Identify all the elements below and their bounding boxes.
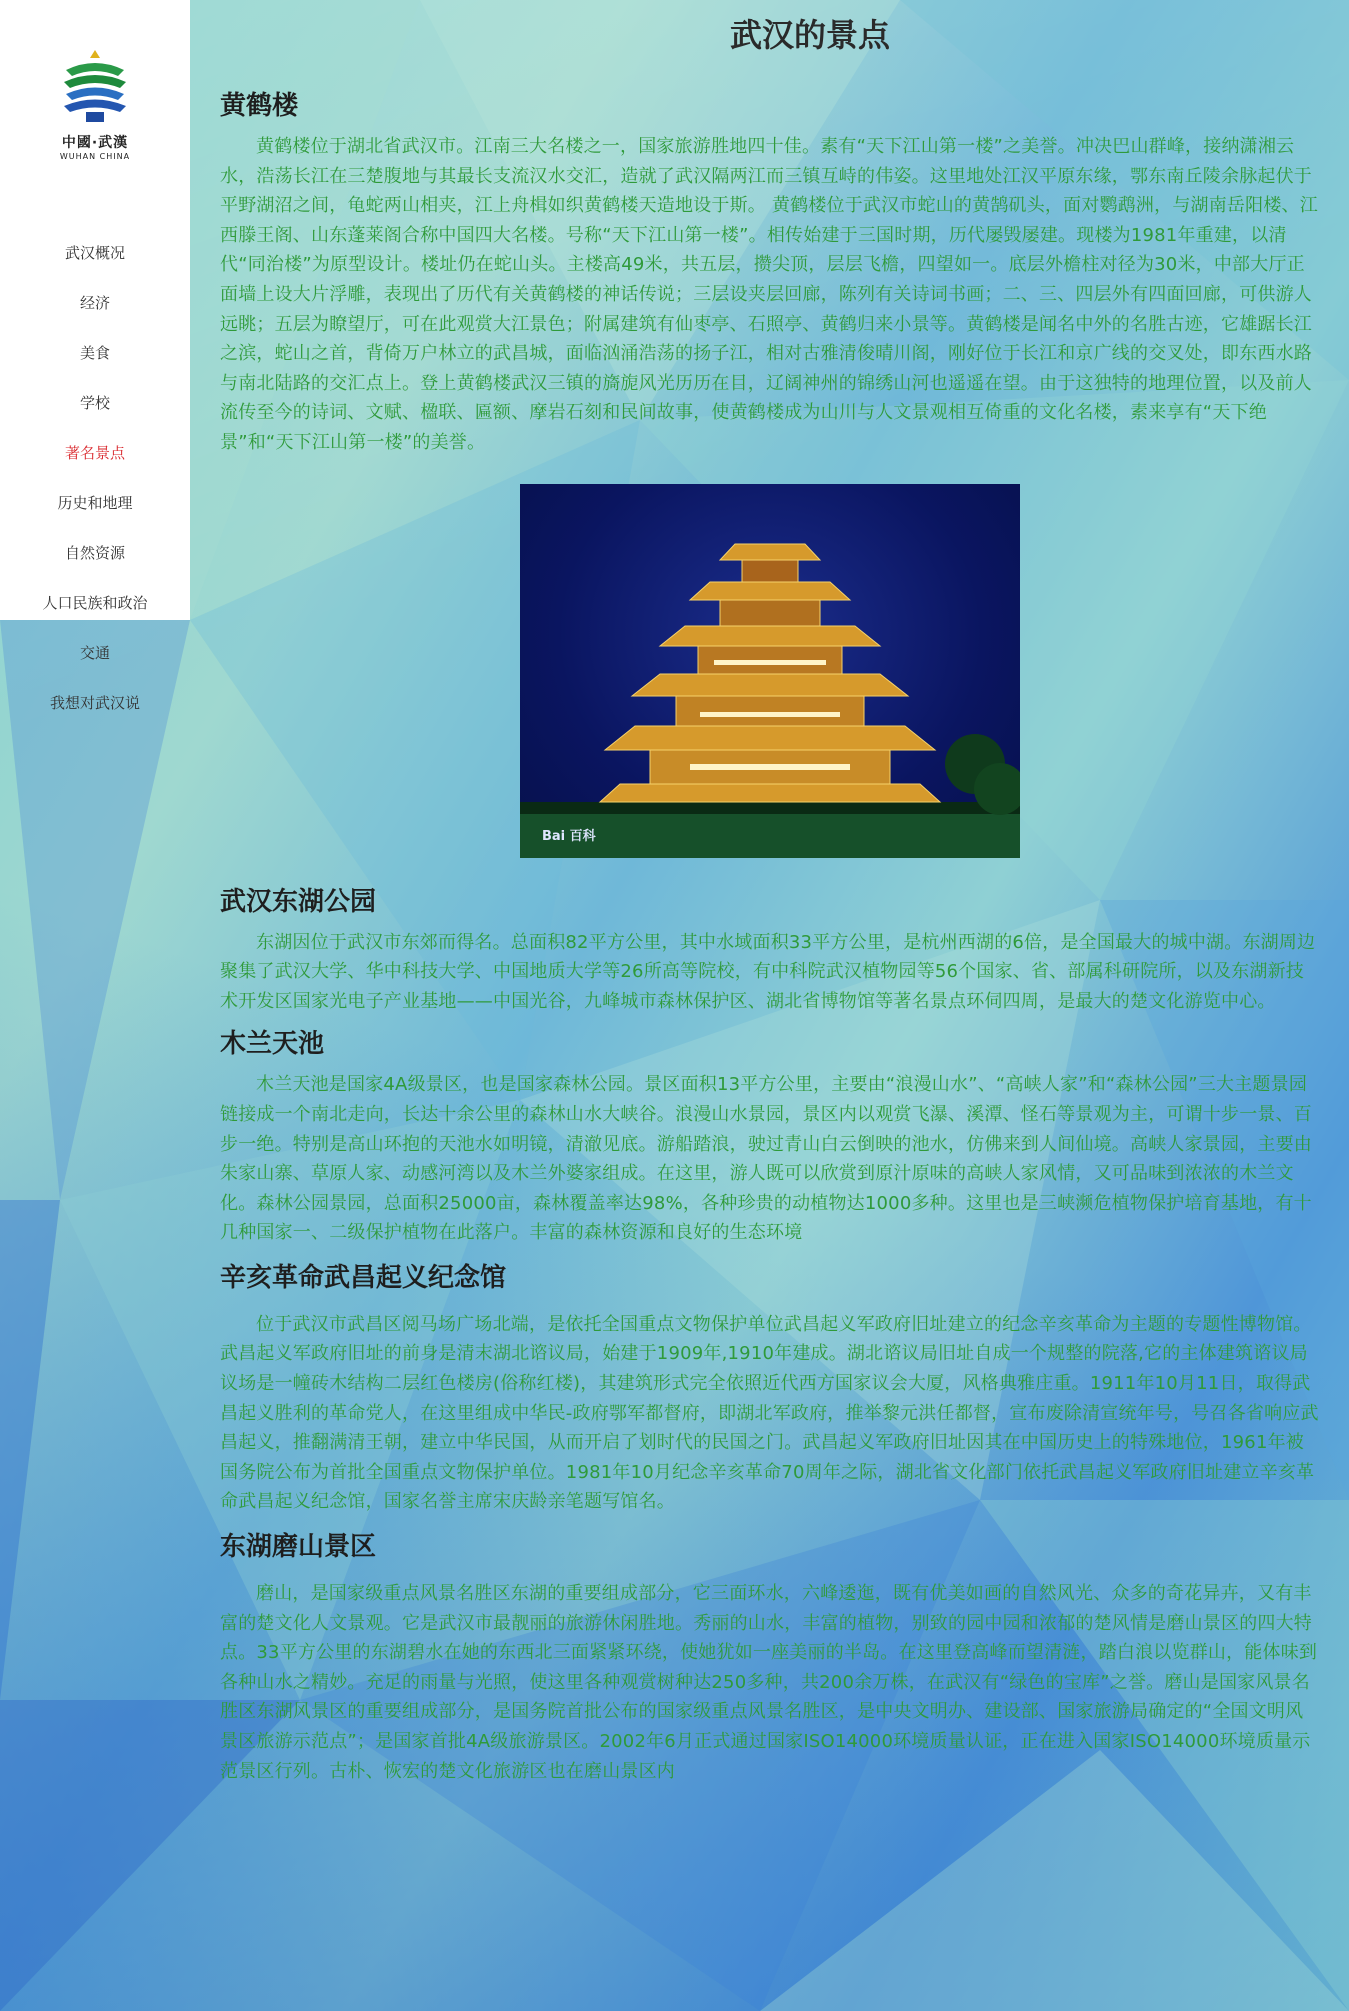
photo-watermark: Bai 百科 bbox=[542, 828, 596, 844]
photo-frame bbox=[520, 484, 1020, 858]
section-yellow-crane-tower bbox=[220, 88, 1320, 858]
section-moshan-scenic-area bbox=[220, 1529, 1320, 1786]
nav-item-history-geography[interactable]: 历史和地理 bbox=[57, 494, 133, 512]
section-title: 黄鹤楼 bbox=[220, 91, 299, 121]
nav-item-population-politics[interactable]: 人口民族和政治 bbox=[42, 594, 148, 612]
section-title: 东湖磨山景区 bbox=[220, 1532, 377, 1563]
nav-item-schools[interactable]: 学校 bbox=[79, 394, 110, 412]
logo-chinese-text: 中國·武漢 bbox=[61, 135, 129, 151]
section-body: 位于武汉市武昌区阅马场广场北端，是依托全国重点文物保护单位武昌起义军政府旧址建立的纪念辛亥革命为主题的专题性博物馆。武昌起义军政府旧址的前身是清末湖北谘议局，始建于1909年,1910年建成。湖北谘议局旧址自成一个规整的院落,它的主体建筑谘议局议场是一幢砖木结构二层红色楼房(俗称红楼)，其建筑形式完全依照近代西方国家议会大厦，风格典雅庄重。1911年10月11日，取得武昌起义胜利的革命党人，在这里组成中华民-政府鄂军都督府，即湖北军政府，推举黎元洪任都督，宣布废除清宣统年号，号召各省响应武昌起义，推翻满清王朝，建立中华民国，从而开启了划时代的民国之门。武昌起义军政府旧址因其在中国历史上的特殊地位，1961年被国务院公布为首批全国重点文物保护单位。1981年10月纪念辛亥革命70周年之际，湖北省文化部门依托武昌起义军政府旧址建立辛亥革命武昌起义纪念馆，国家名誉主席宋庆龄亲笔题写馆名。 bbox=[220, 1313, 1319, 1513]
tower-logo-icon bbox=[56, 48, 134, 126]
logo-english-text: WUHAN CHINA bbox=[59, 152, 131, 161]
nav-item-overview[interactable]: 武汉概况 bbox=[64, 244, 125, 262]
section-mulan-tianchi bbox=[220, 1026, 1320, 1248]
main-nav bbox=[0, 228, 190, 728]
nav-item-food[interactable]: 美食 bbox=[79, 344, 110, 362]
section-title: 武汉东湖公园 bbox=[220, 886, 377, 917]
section-title: 辛亥革命武昌起义纪念馆 bbox=[220, 1262, 507, 1293]
yellow-crane-tower-photo bbox=[520, 484, 1020, 858]
nav-item-attractions[interactable]: 著名景点 bbox=[64, 444, 125, 462]
main-content bbox=[220, 0, 1320, 1786]
nav-item-economy[interactable]: 经济 bbox=[79, 294, 110, 312]
section-east-lake-park bbox=[220, 884, 1320, 1017]
tower-illustration bbox=[520, 484, 1020, 858]
nav-item-natural-resources[interactable]: 自然资源 bbox=[64, 544, 125, 562]
section-body: 磨山，是国家级重点风景名胜区东湖的重要组成部分，它三面环水，六峰逶迤，既有优美如画的自然风光、众多的奇花异卉，又有丰富的楚文化人文景观。它是武汉市最靓丽的旅游休闲胜地。秀丽的山水，丰富的植物，别致的园中园和浓郁的楚风情是磨山景区的四大特点。33平方公里的东湖碧水在她的东西北三面紧紧环绕，使她犹如一座美丽的半岛。在这里登高峰而望清涟，踏白浪以览群山，能体味到各种山水之精妙。充足的雨量与光照，使这里各种观赏树种达250多种，共200余万株，在武汉有“绿色的宝库”之誉。磨山是国家风景名胜区东湖风景区的重要组成部分，是国务院首批公布的国家级重点风景名胜区，是中央文明办、建设部、国家旅游局确定的“全国文明风景区旅游示范点”；是国家首批4A级旅游景区。2002年6月正式通过国家ISO14000环境质量认证，正在进入国家ISO14000环境质量示范景区行列。古朴、恢宏的楚文化旅游区也在磨山景区内 bbox=[220, 1583, 1318, 1782]
section-body: 木兰天池是国家4A级景区，也是国家森林公园。景区面积13平方公里，主要由“浪漫山水”、“高峡人家”和“森林公园”三大主题景园链接成一个南北走向，长达十余公里的森林山水大峡谷。浪漫山水景园，景区内以观赏飞瀑、溪潭、怪石等景观为主，可谓十步一景、百步一绝。特别是高山环抱的天池水如明镜，清澈见底。游船踏浪，驶过青山白云倒映的池水，仿佛来到人间仙境。高峡人家景园，主要由朱家山寨、草原人家、动感河湾以及木兰外婆家组成。在这里，游人既可以欣赏到原汁原味的高峡人家风情，又可品味到浓浓的木兰文化。森林公园景园，总面积25000亩，森林覆盖率达98%，各种珍贵的动植物达1000多种。这里也是三峡濒危植物保护培育基地，有十几种国家一、二级保护植物在此落户。丰富的森林资源和良好的生态环境 bbox=[220, 1074, 1312, 1244]
section-title: 木兰天池 bbox=[220, 1029, 325, 1060]
nav-item-message[interactable]: 我想对武汉说 bbox=[49, 694, 140, 712]
section-body: 黄鹤楼位于湖北省武汉市。江南三大名楼之一，国家旅游胜地四十佳。素有“天下江山第一楼”之美誉。冲决巴山群峰，接纳潇湘云水，浩荡长江在三楚腹地与其最长支流汉水交汇，造就了武汉隔两江而三镇互峙的伟姿。这里地处江汉平原东缘，鄂东南丘陵余脉起伏于平野湖沼之间，龟蛇两山相夹，江上舟楫如织黄鹤楼天造地设于斯。 黄鹤楼位于武汉市蛇山的黄鹄矶头，面对鹦鹉洲，与湖南岳阳楼、江西滕王阁、山东蓬莱阁合称中国四大名楼。号称“天下江山第一楼”。相传始建于三国时期，历代屡毁屡建。现楼为1981年重建，以清代“同治楼”为原型设计。楼址仍在蛇山头。主楼高49米，共五层，攒尖顶，层层飞檐，四望如一。底层外檐柱对径为30米，中部大厅正面墙上设大片浮雕，表现出了历代有关黄鹤楼的神话传说；三层设夹层回廊，陈列有关诗词书画；二、三、四层外有四面回廊，可供游人远眺；五层为瞭望厅，可在此观赏大江景色；附属建筑有仙枣亭、石照亭、黄鹤归来小景等。黄鹤楼是闻名中外的名胜古迹，它雄踞长江之滨，蛇山之首，背倚万户林立的武昌城，面临汹涌浩荡的扬子江，相对古雅清俊晴川阁，刚好位于长江和京广线的交叉处，即东西水路与南北陆路的交汇点上。登上黄鹤楼武汉三镇的旖旎风光历历在目，辽阔神州的锦绣山河也遥遥在望。由于这独特的地理位置，以及前人流传至今的诗词、文赋、楹联、匾额、摩岩石刻和民间故事，使黄鹤楼成为山川与人文景观相互倚重的文化名楼，素来享有“天下绝景”和“天下江山第一楼”的美誉。 bbox=[220, 136, 1318, 453]
nav-item-transport[interactable]: 交通 bbox=[79, 644, 110, 662]
section-body: 东湖因位于武汉市东郊而得名。总面积82平方公里，其中水域面积33平方公里，是杭州西湖的6倍，是全国最大的城中湖。东湖周边聚集了武汉大学、华中科技大学、中国地质大学等26所高等院校，有中科院武汉植物园等56个国家、省、部属科研院所，以及东湖新技术开发区国家光电子产业基地——中国光谷，九峰城市森林保护区、湖北省博物馆等著名景点环伺四周，是最大的楚文化游览中心。 bbox=[220, 931, 1316, 1012]
wuhan-logo[interactable] bbox=[56, 48, 134, 163]
section-xinhai-revolution-museum bbox=[220, 1260, 1320, 1517]
page-title: 武汉的景点 bbox=[729, 16, 890, 54]
